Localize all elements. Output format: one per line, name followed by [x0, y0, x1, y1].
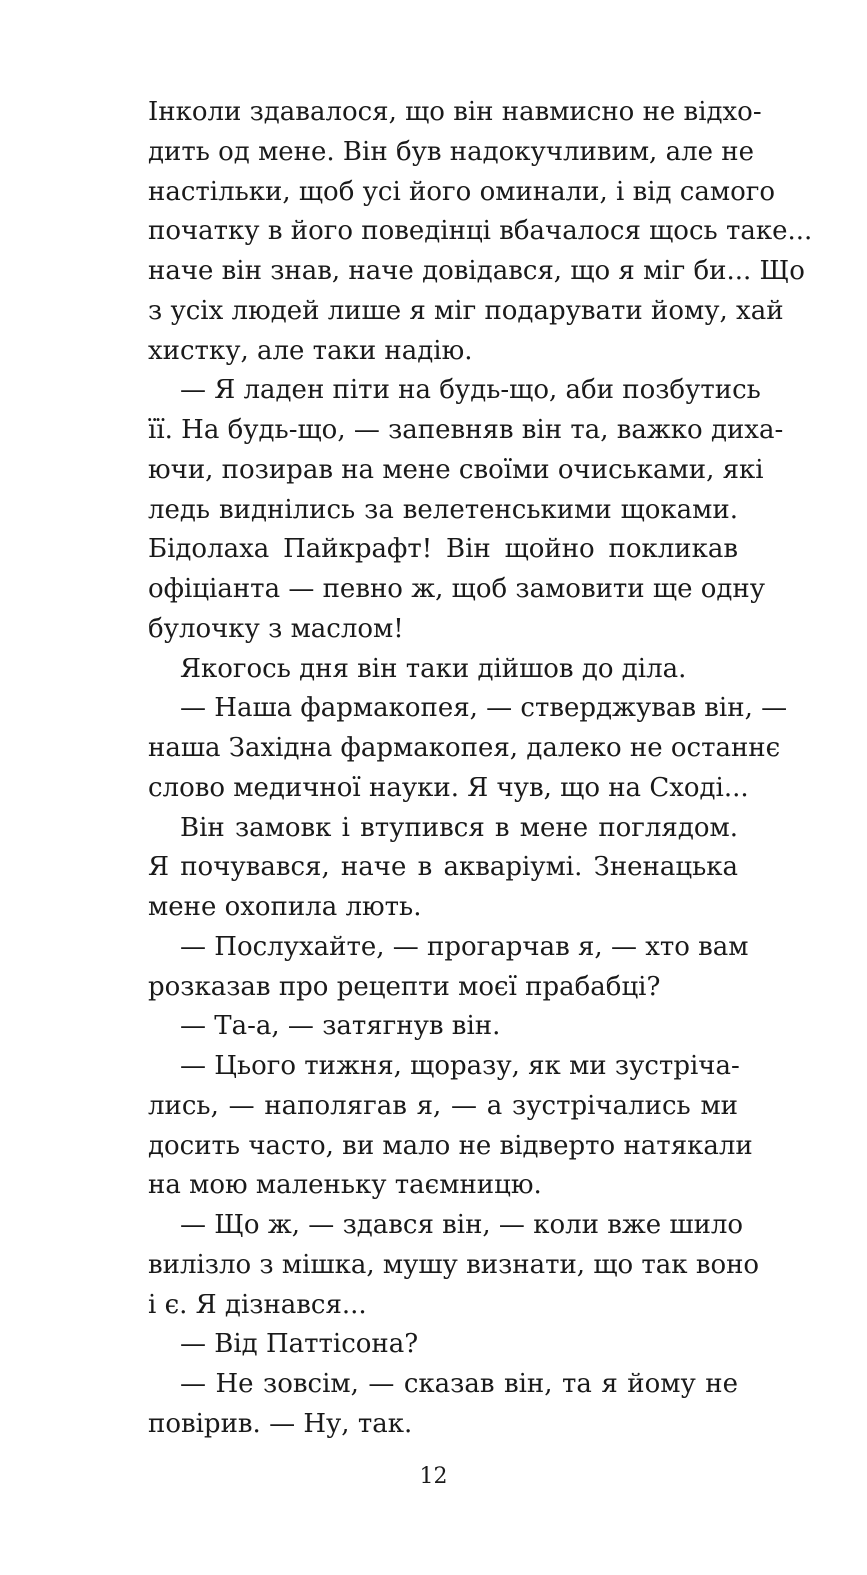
text-line: — Що ж, — здався він, — коли вже шило: [180, 1210, 744, 1240]
text-line: лись, — наполягав я, — а зустрічались ми: [148, 1091, 738, 1121]
text-line: наче він знав, наче довідався, що я міг би... Що: [148, 256, 805, 286]
text-line: наша Західна фармакопея, далеко не останнє: [148, 733, 781, 763]
text-line: і є. Я дізнався...: [148, 1290, 367, 1320]
text-line: настільки, щоб усі його оминали, і від самого: [148, 177, 776, 207]
text-line: ледь виднілись за велетенськими щоками.: [148, 495, 738, 525]
text-line: на мою маленьку таємницю.: [148, 1170, 542, 1200]
text-line: — Від Паттісона?: [180, 1329, 419, 1359]
text-line: початку в його поведінці вбачалося щось таке...: [148, 216, 813, 246]
text-line: Інколи здавалося, що він навмисно не відхо-: [148, 97, 762, 127]
text-line: — Цього тижня, щоразу, як ми зустріча-: [180, 1051, 740, 1081]
text-line: її. На будь-що, — запевняв він та, важко диха-: [148, 415, 784, 445]
text-line: слово медичної науки. Я чув, що на Сході...: [148, 773, 749, 803]
text-line: Я почувався, наче в акваріумі. Зненацька: [148, 852, 738, 882]
text-line: мене охопила лють.: [148, 892, 422, 922]
text-line: з усіх людей лише я міг подарувати йому, хай: [148, 296, 784, 326]
text-line: — Не зовсім, — сказав він, та я йому не: [180, 1369, 738, 1399]
text-line: Якогось дня він таки дійшов до діла.: [180, 654, 687, 684]
text-line: — Я ладен піти на будь-що, аби позбутись: [180, 375, 761, 405]
text-line: вилізло з мішка, мушу визнати, що так воно: [148, 1250, 760, 1280]
text-line: повірив. — Ну, так.: [148, 1409, 413, 1439]
page-number: 12: [419, 1464, 448, 1489]
text-line: булочку з маслом!: [148, 614, 404, 644]
text-line: — Наша фармакопея, — стверджував він, —: [180, 693, 788, 723]
text-line: — Послухайте, — прогарчав я, — хто вам: [180, 932, 749, 962]
text-line: хистку, але таки надію.: [148, 336, 473, 366]
text-line: ючи, позирав на мене своїми очиськами, які: [148, 455, 764, 485]
text-line: розказав про рецепти моєї прабабці?: [148, 972, 661, 1002]
text-line: Бідолаха Пайкрафт! Він щойно покликав: [148, 534, 738, 564]
text-line: офіціанта — певно ж, щоб замовити ще одну: [148, 574, 766, 604]
text-line: досить часто, ви мало не відверто натякали: [148, 1131, 753, 1161]
text-line: — Та-а, — затягнув він.: [180, 1011, 501, 1041]
text-line: Він замовк і втупився в мене поглядом.: [180, 813, 738, 843]
text-line: дить од мене. Він був надокучливим, але не: [148, 137, 754, 167]
